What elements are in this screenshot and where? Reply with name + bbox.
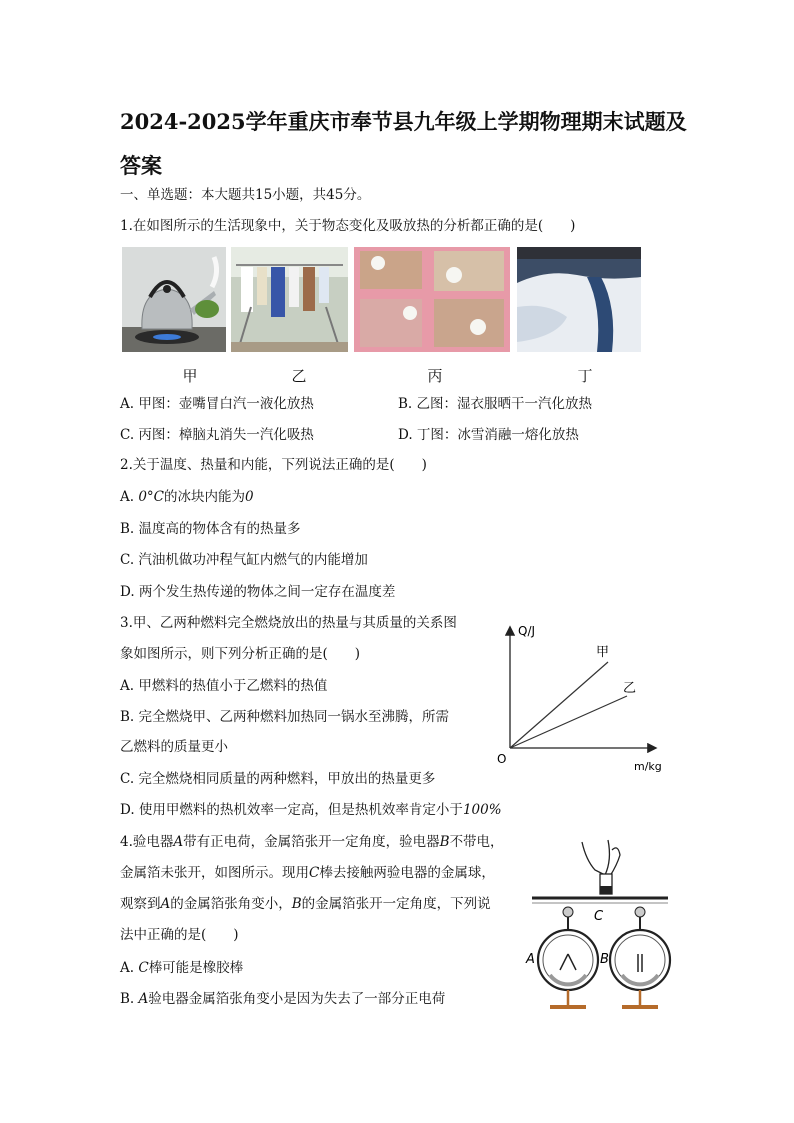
q2-option-a bbox=[120, 487, 254, 507]
q4-text: 棒去接触两验电器的金属球， bbox=[319, 865, 495, 881]
q4-var-c: C bbox=[309, 865, 320, 881]
y-axis-label: Q/J bbox=[518, 624, 536, 638]
q2-option-a-text: 的冰块内能为 bbox=[164, 489, 246, 505]
label-c: C bbox=[594, 909, 604, 924]
heat-mass-graph bbox=[490, 620, 670, 775]
fuel-jia-line bbox=[510, 662, 608, 748]
q4-var-a: A bbox=[138, 991, 149, 1007]
q4-stem-line2 bbox=[120, 863, 495, 883]
q1-option-b: B. 乙图：湿衣服晒干一汽化放热 bbox=[398, 396, 593, 412]
q2-option-a-zero: 0 bbox=[245, 489, 254, 505]
q4-var-c: C bbox=[138, 960, 149, 976]
clothes-drying-photo bbox=[231, 247, 348, 352]
q3-stem-line1: 3.甲、乙两种燃料完全燃烧放出的热量与其质量的关系图 bbox=[120, 615, 457, 631]
document-title: 2024-2025学年重庆市奉节县九年级上学期物理期末试题及答案 bbox=[120, 109, 687, 178]
q3-option-d-percent: 100% bbox=[462, 802, 502, 818]
q2-option-b: B. 温度高的物体含有的热量多 bbox=[120, 521, 301, 537]
caption-jia: 甲 bbox=[182, 367, 198, 385]
mothballs-photo bbox=[354, 247, 510, 352]
kettle-photo bbox=[122, 247, 226, 352]
electroscope-b bbox=[610, 907, 670, 1009]
q4-text: 带有正电荷，金属箔张开一定角度，验电器 bbox=[183, 834, 440, 850]
caption-bing: 丙 bbox=[427, 367, 443, 385]
q2-option-a-temp: 0°C bbox=[138, 489, 165, 505]
x-axis-label: m/kg bbox=[634, 760, 662, 773]
q3-option-d bbox=[120, 800, 502, 820]
q1-option-c: C. 丙图：樟脑丸消失一汽化吸热 bbox=[120, 427, 314, 443]
q3-stem-line2: 象如图所示，则下列分析正确的是( ) bbox=[120, 646, 361, 662]
q4-stem-line1 bbox=[120, 832, 504, 852]
q1-option-d: D. 丁图：冰雪消融一熔化放热 bbox=[398, 427, 579, 443]
q3-option-b-line1: B. 完全燃烧甲、乙两种燃料加热同一锅水至沸腾，所需 bbox=[120, 709, 450, 725]
q4-option-a bbox=[120, 958, 243, 978]
q3-option-c: C. 完全燃烧相同质量的两种燃料，甲放出的热量更多 bbox=[120, 771, 436, 787]
q4-stem-line4: 法中正确的是( ) bbox=[120, 927, 239, 943]
electroscope-a bbox=[538, 907, 598, 1009]
q3-option-a: A. 甲燃料的热值小于乙燃料的热值 bbox=[120, 678, 328, 694]
q3-option-d-text: D. 使用甲燃料的热机效率一定高，但是热机效率肯定小于 bbox=[120, 802, 463, 818]
q2-option-a-prefix: A. bbox=[120, 489, 139, 505]
caption-yi: 乙 bbox=[291, 367, 307, 385]
q4-text: 观察到 bbox=[120, 896, 161, 912]
fuel-yi-line bbox=[510, 696, 627, 748]
q4-option-b-prefix: B. bbox=[120, 991, 139, 1007]
q2-option-d: D. 两个发生热传递的物体之间一定存在温度差 bbox=[120, 584, 396, 600]
caption-ding: 丁 bbox=[577, 367, 593, 385]
hand-icon bbox=[582, 840, 609, 875]
q1-option-a: A. 甲图：壶嘴冒白汽一液化放热 bbox=[120, 396, 314, 412]
fuel-yi-label: 乙 bbox=[623, 681, 637, 696]
q4-text: 金属箔未张开，如图所示。现用 bbox=[120, 865, 309, 881]
q4-text: 4.验电器 bbox=[120, 834, 174, 850]
q2-stem: 2.关于温度、热量和内能，下列说法正确的是( ) bbox=[120, 457, 427, 473]
label-a: A bbox=[526, 952, 535, 967]
q4-stem-line3 bbox=[120, 894, 491, 914]
electroscope-figure bbox=[520, 830, 680, 1020]
q4-var-b: B bbox=[439, 834, 450, 850]
q4-var-a: A bbox=[160, 896, 171, 912]
q4-text: 的金属箔张开一定角度，下列说 bbox=[301, 896, 491, 912]
q4-option-a-text: 棒可能是橡胶棒 bbox=[148, 960, 244, 976]
label-b: B bbox=[600, 952, 609, 967]
section-heading: 一、单选题：本大题共15小题，共45分。 bbox=[120, 187, 371, 203]
melting-snow-photo bbox=[517, 247, 641, 352]
q4-var-a: A bbox=[173, 834, 184, 850]
fuel-jia-label: 甲 bbox=[596, 645, 610, 660]
q4-option-b-text: 验电器金属箔张角变小是因为失去了一部分正电荷 bbox=[148, 991, 446, 1007]
q4-var-b: B bbox=[291, 896, 302, 912]
q4-option-a-prefix: A. bbox=[120, 960, 139, 976]
q4-text: 的金属箔张角变小， bbox=[170, 896, 292, 912]
q3-option-b-line2: 乙燃料的质量更小 bbox=[120, 739, 228, 755]
origin-label: O bbox=[497, 752, 507, 766]
q1-stem: 1.在如图所示的生活现象中，关于物态变化及吸放热的分析都正确的是( ) bbox=[120, 218, 576, 234]
q4-text: 不带电， bbox=[449, 834, 504, 850]
q2-option-c: C. 汽油机做功冲程气缸内燃气的内能增加 bbox=[120, 552, 368, 568]
q4-option-b bbox=[120, 989, 445, 1009]
